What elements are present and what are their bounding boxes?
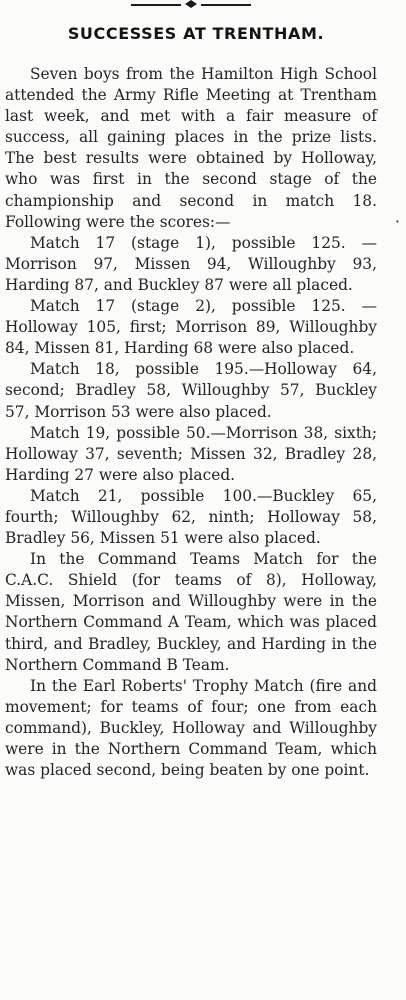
- article-paragraph-match-17-stage-2: Match 17 (stage 2), possible 125. —Holloway 105, first; Morrison 89, Willoughby 84, Missen 81, Harding 68 were also placed.: [5, 297, 377, 358]
- rule-line-left: [131, 4, 181, 6]
- article-paragraph-command-teams: In the Command Teams Match for the C.A.C. Shield (for teams of 8), Holloway, Missen, Morrison and Willoughby were in the Northern Command A Team, which was placed third, and Bradley, Buckley, and Harding in the Northern Command B Team.: [5, 550, 377, 674]
- margin-scan-mark: ·: [394, 212, 400, 231]
- article-paragraph-match-19: Match 19, possible 50.—Morrison 38, sixth; Holloway 37, seventh; Missen 32, Bradley 28, Harding 27 were also placed.: [5, 423, 377, 484]
- rule-line-right: [201, 4, 251, 6]
- article-paragraph-intro: Seven boys from the Hamilton High School attended the Army Rifle Meeting at Trentham last week, and met with a fair measure of success, all gaining places in the prize lists. The best results were obtained by Holloway, who was first in the second stage of the championship and second in match 18. Following were the scores:—: [5, 65, 377, 231]
- article-paragraph-earl-roberts-trophy: In the Earl Roberts' Trophy Match (fire and movement; for teams of four; one from each command), Buckley, Holloway and Willoughby were in the Northern Command Team, which was placed second, being beaten by one point.: [5, 676, 377, 780]
- article-headline: SUCCESSES AT TRENTHAM.: [67, 24, 325, 43]
- article-paragraph-match-21: Match 21, possible 100.—Buckley 65, fourth; Willoughby 62, ninth; Holloway 58, Bradley 56, Missen 51 were also placed.: [5, 486, 377, 548]
- article-body: [5, 64, 377, 781]
- ornament-diamond-icon: [185, 0, 197, 8]
- decorative-rule: [131, 0, 251, 10]
- article-paragraph-match-17-stage-1: Match 17 (stage 1), possible 125. —Morrison 97, Missen 94, Willoughby 93, Harding 87, and Buckley 87 were all placed.: [5, 233, 377, 294]
- article-paragraph-match-18: Match 18, possible 195.—Holloway 64, second; Bradley 58, Willoughby 57, Buckley 57, Morrison 53 were also placed.: [5, 360, 377, 421]
